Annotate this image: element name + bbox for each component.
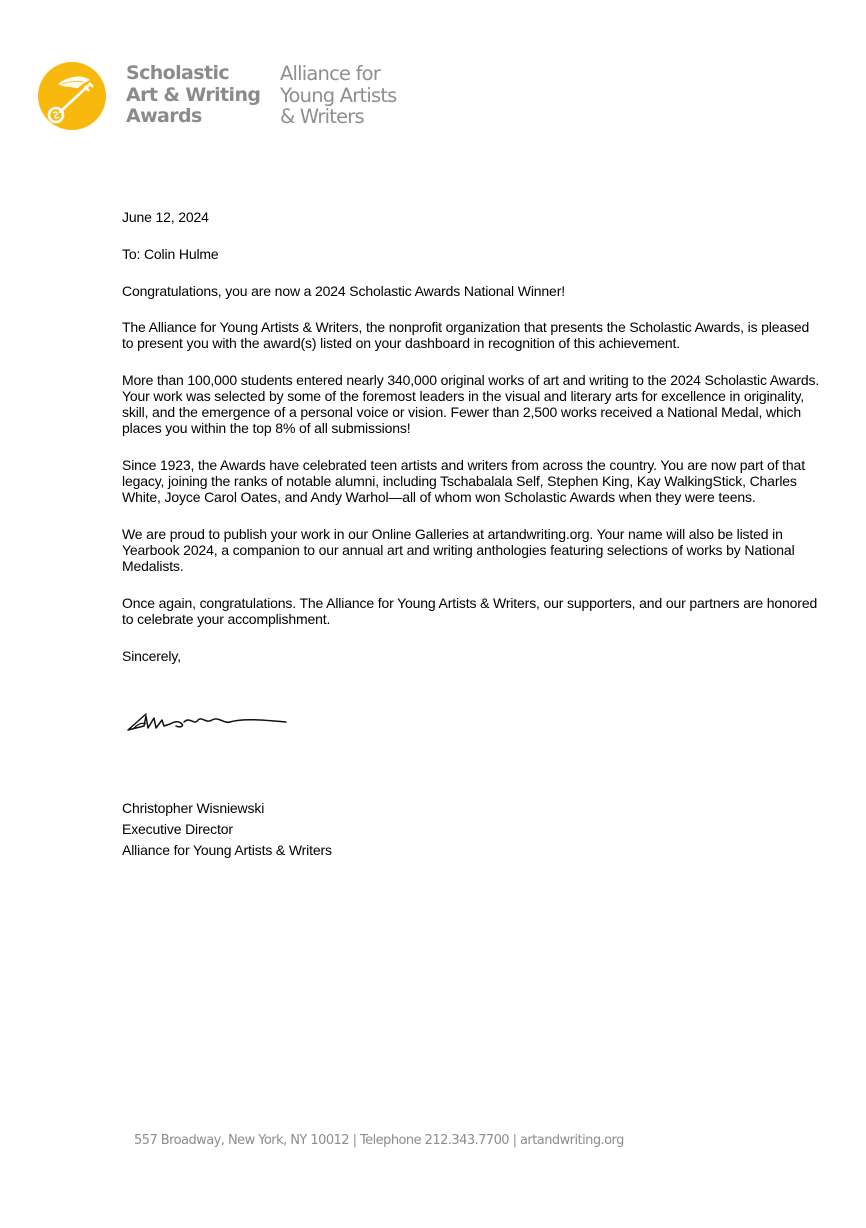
brand-line-3: Awards (126, 105, 202, 127)
brand-line-2: Art & Writing (126, 83, 261, 106)
paragraph-publication: We are proud to publish your work in our Online Galleries at artandwriting.org. Your name will also be listed in Yearbook 2024, a companion to our annual art and writing anthologies featuring selections of works by National Medalists. (122, 526, 795, 574)
letter-date: June 12, 2024 (122, 209, 209, 225)
letter-footer-contact: 557 Broadway, New York, NY 10012 | Telephone 212.343.7700 | artandwriting.org (134, 1133, 624, 1148)
letter-closing: Sincerely, (122, 648, 181, 664)
signatory-name: Christopher Wisniewski (122, 800, 265, 816)
paragraph-statistics: More than 100,000 students entered nearly 340,000 original works of art and writing to the 2024 Scholastic Awards. Your work was selected by some of the foremost leaders in the visual and literary arts for excellence in originality, skill, and the emergence of a personal voice or vision. Fewer than 2,500 works received a National Medal, which places you within the top 8% of all submissions! (122, 372, 820, 436)
letter-opening: Congratulations, you are now a 2024 Scholastic Awards National Winner! (122, 283, 565, 299)
scholastic-awards-wordmark (126, 63, 260, 128)
winged-key-logo-icon (38, 62, 106, 130)
alliance-line-1: Alliance for (280, 62, 381, 85)
letter-body (122, 209, 822, 664)
letterhead (38, 62, 438, 132)
alliance-line-2: Young Artists (280, 83, 397, 107)
paragraph-closing-congrats: Once again, congratulations. The Alliance for Young Artists & Writers, our supporters, and our partners are honored to celebrate your accomplishment. (122, 595, 818, 627)
brand-line-1: Scholastic (126, 62, 230, 84)
letter-recipient: To: Colin Hulme (122, 246, 219, 262)
paragraph-alliance-intro: The Alliance for Young Artists & Writers, the nonprofit organization that presents the Scholastic Awards, is pleased to present you with the award(s) listed on your dashboard in recognition of this achievement. (122, 319, 810, 351)
handwritten-signature-icon (124, 704, 294, 744)
signature-block (122, 798, 332, 861)
signatory-organization: Alliance for Young Artists & Writers (122, 842, 332, 858)
alliance-line-3: & Writers (280, 105, 364, 128)
paragraph-legacy: Since 1923, the Awards have celebrated teen artists and writers from across the country. You are now part of that legacy, joining the ranks of notable alumni, including Tschabalala Self, Stephen King, Kay WalkingStick, Charles White, Joyce Carol Oates, and Andy Warhol—all of whom won Scholastic Awards when they were teens. (122, 457, 805, 505)
signatory-title: Executive Director (122, 821, 233, 837)
alliance-wordmark (280, 63, 397, 128)
